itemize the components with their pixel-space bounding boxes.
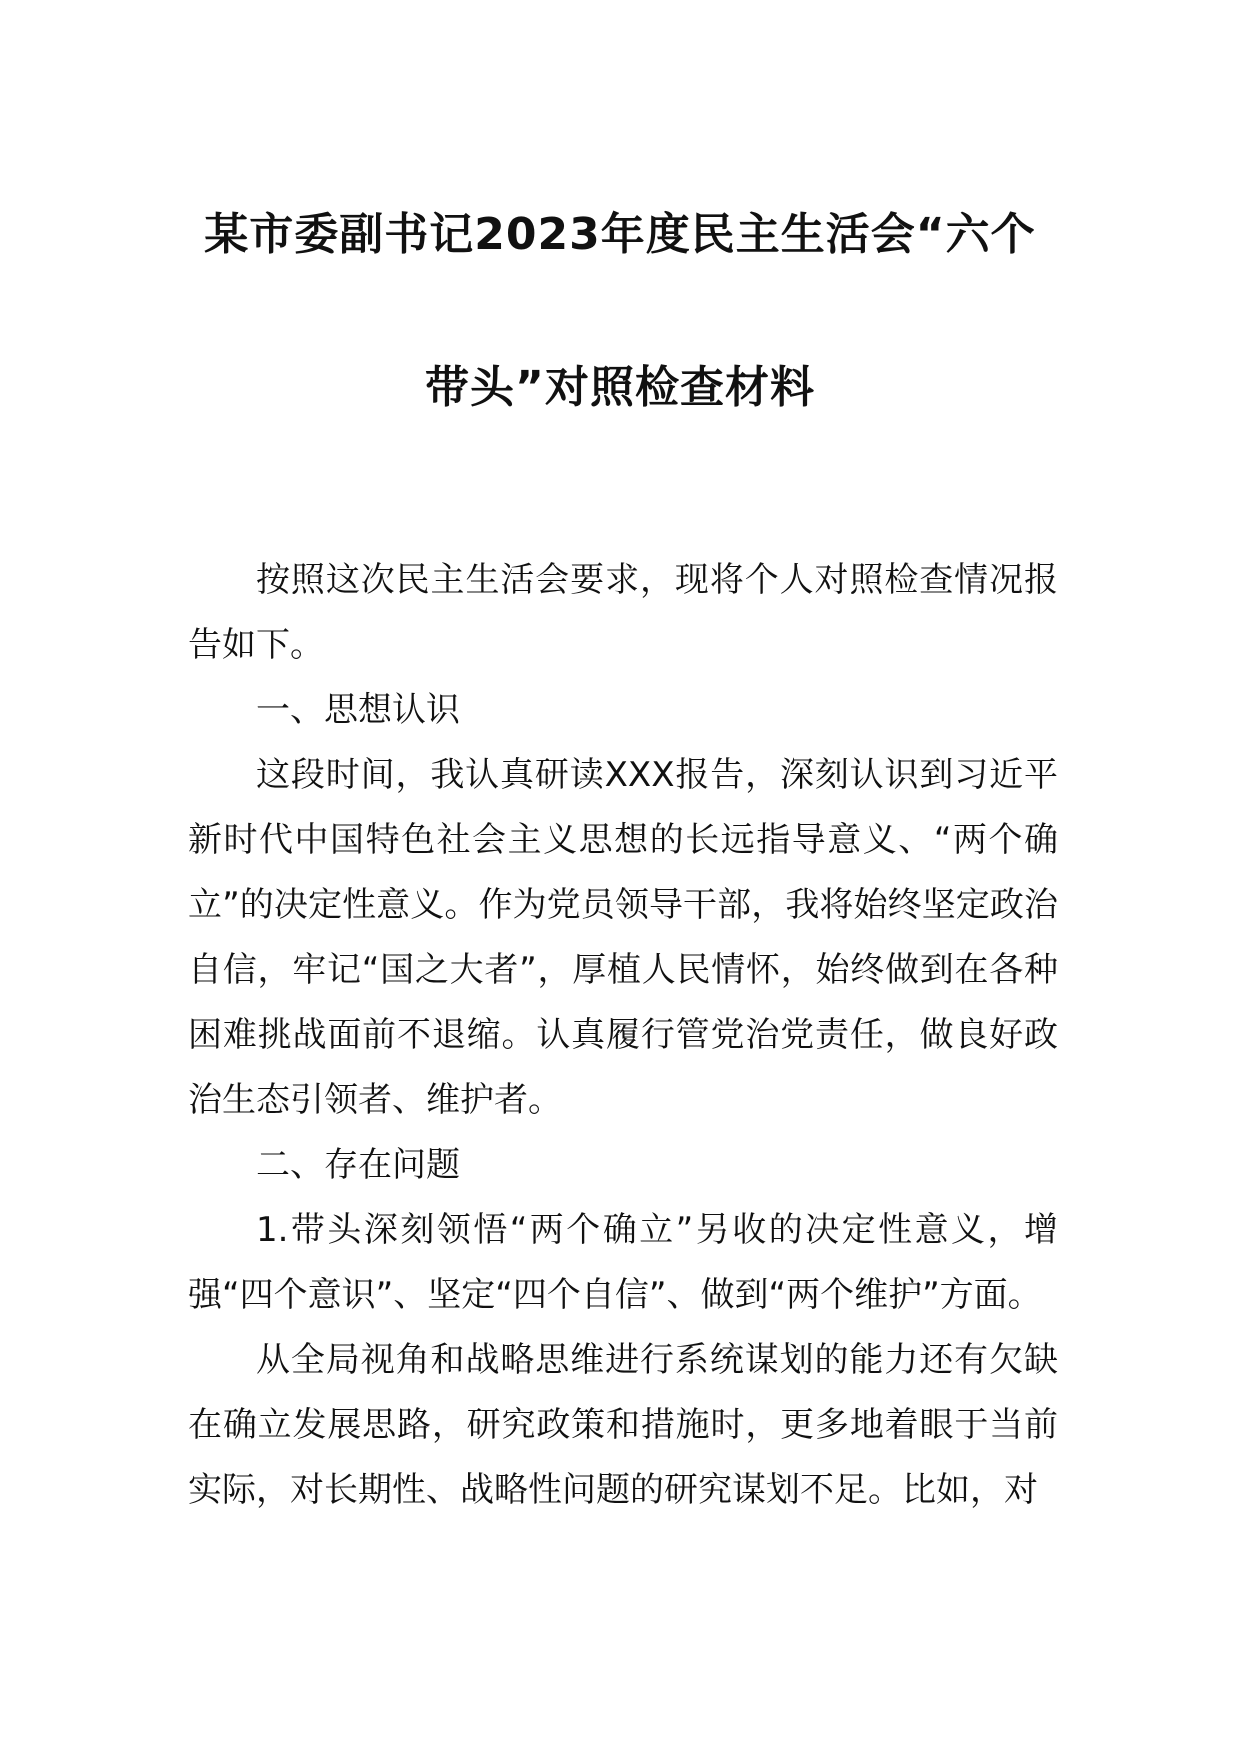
document-title-line-1: 某市委副书记2023年度民主生活会“六个 bbox=[204, 209, 1036, 260]
intro-paragraph: 按照这次民主生活会要求，现将个人对照检查情况报告如下。 bbox=[188, 560, 1058, 665]
problem-detail-paragraph: 从全局视角和战略思维进行系统谋划的能力还有欠缺在确立发展思路，研究政策和措施时，更多地着眼于当前实际，对长期性、战略性问题的研究谋划不足。比如，对 bbox=[188, 1340, 1058, 1510]
document-body bbox=[188, 548, 1058, 1523]
section-heading-thinking: 一、思想认识 bbox=[256, 690, 460, 730]
document-title-line-2: 带头”对照检查材料 bbox=[425, 362, 815, 413]
section-heading-problems: 二、存在问题 bbox=[256, 1145, 460, 1185]
problem-item-1: 1.带头深刻领悟“两个确立”另收的决定性意义，增强“四个意识”、坚定“四个自信”、做到“两个维护”方面。 bbox=[188, 1210, 1058, 1315]
thinking-paragraph: 这段时间，我认真研读XXX报告，深刻认识到习近平新时代中国特色社会主义思想的长远指导意义、“两个确立”的决定性意义。作为党员领导干部，我将始终坚定政治自信，牢记“国之大者”，厚植人民情怀，始终做到在各种困难挑战面前不退缩。认真履行管党治党责任，做良好政治生态引领者、维护者。 bbox=[188, 755, 1058, 1120]
